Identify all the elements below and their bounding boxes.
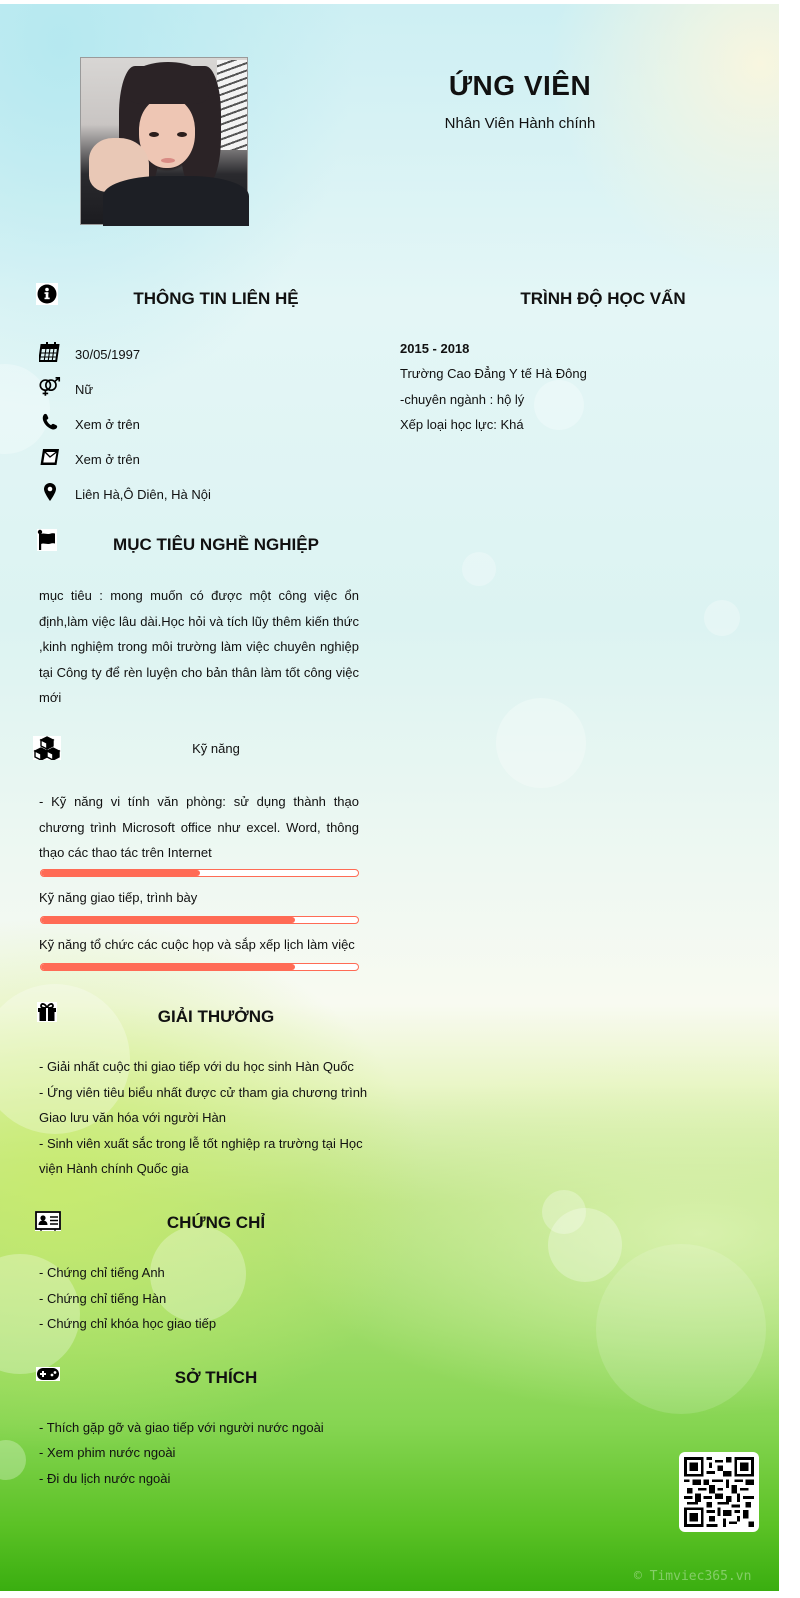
hobby-line: - Thích gặp gỡ và giao tiếp với người nước ngoài — [39, 1420, 324, 1435]
bokeh-decoration — [462, 552, 496, 586]
hobby-line: - Xem phim nước ngoài — [39, 1445, 176, 1460]
education-period: 2015 - 2018 — [400, 341, 470, 356]
gender-value: Nữ — [75, 382, 94, 397]
education-school: Trường Cao Đẳng Y tế Hà Đông — [400, 366, 587, 381]
objective-section-title: MỤC TIÊU NGHỀ NGHIỆP — [113, 535, 319, 554]
map-marker-icon — [38, 481, 62, 503]
calendar-icon — [38, 341, 62, 363]
flag-icon — [37, 529, 57, 551]
qr-code-icon[interactable] — [679, 1452, 759, 1532]
skill-label: Kỹ năng tổ chức các cuộc họp và sắp xếp lịch làm việc — [39, 937, 355, 952]
education-section-title: TRÌNH ĐỘ HỌC VẤN — [520, 289, 686, 308]
skill-progress-bar — [40, 963, 359, 971]
award-line: viện Hành chính Quốc gia — [39, 1161, 189, 1176]
skill-progress-fill — [41, 964, 295, 970]
cubes-icon — [33, 736, 61, 760]
gamepad-icon — [36, 1367, 60, 1381]
envelope-icon — [38, 446, 62, 468]
bokeh-decoration — [0, 1440, 26, 1480]
bokeh-decoration — [704, 600, 740, 636]
awards-section-title: GIẢI THƯỞNG — [157, 1007, 275, 1026]
hobby-line: - Đi du lịch nước ngoài — [39, 1471, 171, 1486]
gift-icon — [37, 1002, 57, 1022]
email-value[interactable]: Xem ở trên — [75, 452, 140, 467]
skill-progress-fill — [41, 870, 200, 876]
info-circle-icon — [36, 283, 58, 305]
award-line: Giao lưu văn hóa với người Hàn — [39, 1110, 226, 1125]
watermark: © Timviec365.vn — [634, 1569, 752, 1584]
gender-icon — [38, 376, 62, 398]
award-line: - Ứng viên tiêu biểu nhất được cử tham gia chương trình — [39, 1085, 368, 1100]
phone-value[interactable]: Xem ở trên — [75, 417, 140, 432]
skills-section-title: Kỹ năng — [192, 741, 240, 756]
cv-page — [0, 4, 779, 1591]
certificate-line: - Chứng chỉ khóa học giao tiếp — [39, 1316, 217, 1331]
skill-progress-bar — [40, 916, 359, 924]
contact-section-title: THÔNG TIN LIÊN HỆ — [133, 289, 299, 308]
job-title: Nhân Viên Hành chính — [444, 115, 596, 132]
hobbies-section-title: SỞ THÍCH — [174, 1368, 258, 1387]
skill-progress-fill — [41, 917, 295, 923]
id-card-icon — [35, 1211, 61, 1231]
address-value: Liên Hà,Ô Diên, Hà Nội — [75, 487, 211, 502]
bokeh-decoration — [596, 1244, 766, 1414]
skill-label: Kỹ năng giao tiếp, trình bày — [39, 890, 198, 905]
birthdate-value: 30/05/1997 — [75, 347, 141, 362]
skill-progress-bar — [40, 869, 359, 877]
certificates-section-title: CHỨNG CHỈ — [166, 1213, 266, 1232]
bokeh-decoration — [548, 1208, 622, 1282]
skill-label: - Kỹ năng vi tính văn phòng: sử dụng thành thạo chương trình Microsoft office như excel. Word, thông thạo các thao tác trên Internet — [39, 794, 359, 860]
education-major: -chuyên ngành : hộ lý — [400, 392, 525, 407]
phone-icon — [38, 411, 62, 433]
certificate-line: - Chứng chỉ tiếng Anh — [39, 1265, 165, 1280]
candidate-name: ỨNG VIÊN — [448, 70, 592, 101]
objective-text: mục tiêu : mong muốn có được một công việc ổn định,làm việc lâu dài.Học hỏi và tích lũy thêm kiến thức ,kinh nghiệm trong môi trường làm việc chuyên nghiệp tại Công ty để rèn luyện cho bản thân làm tốt công việc mới — [39, 588, 359, 705]
award-line: - Giải nhất cuộc thi giao tiếp với du học sinh Hàn Quốc — [39, 1059, 354, 1074]
bokeh-decoration — [496, 698, 586, 788]
award-line: - Sinh viên xuất sắc trong lễ tốt nghiệp ra trường tại Học — [39, 1136, 363, 1151]
education-grade: Xếp loại học lực: Khá — [400, 417, 524, 432]
bokeh-decoration — [534, 380, 584, 430]
certificate-line: - Chứng chỉ tiếng Hàn — [39, 1291, 167, 1306]
candidate-photo — [80, 57, 248, 225]
